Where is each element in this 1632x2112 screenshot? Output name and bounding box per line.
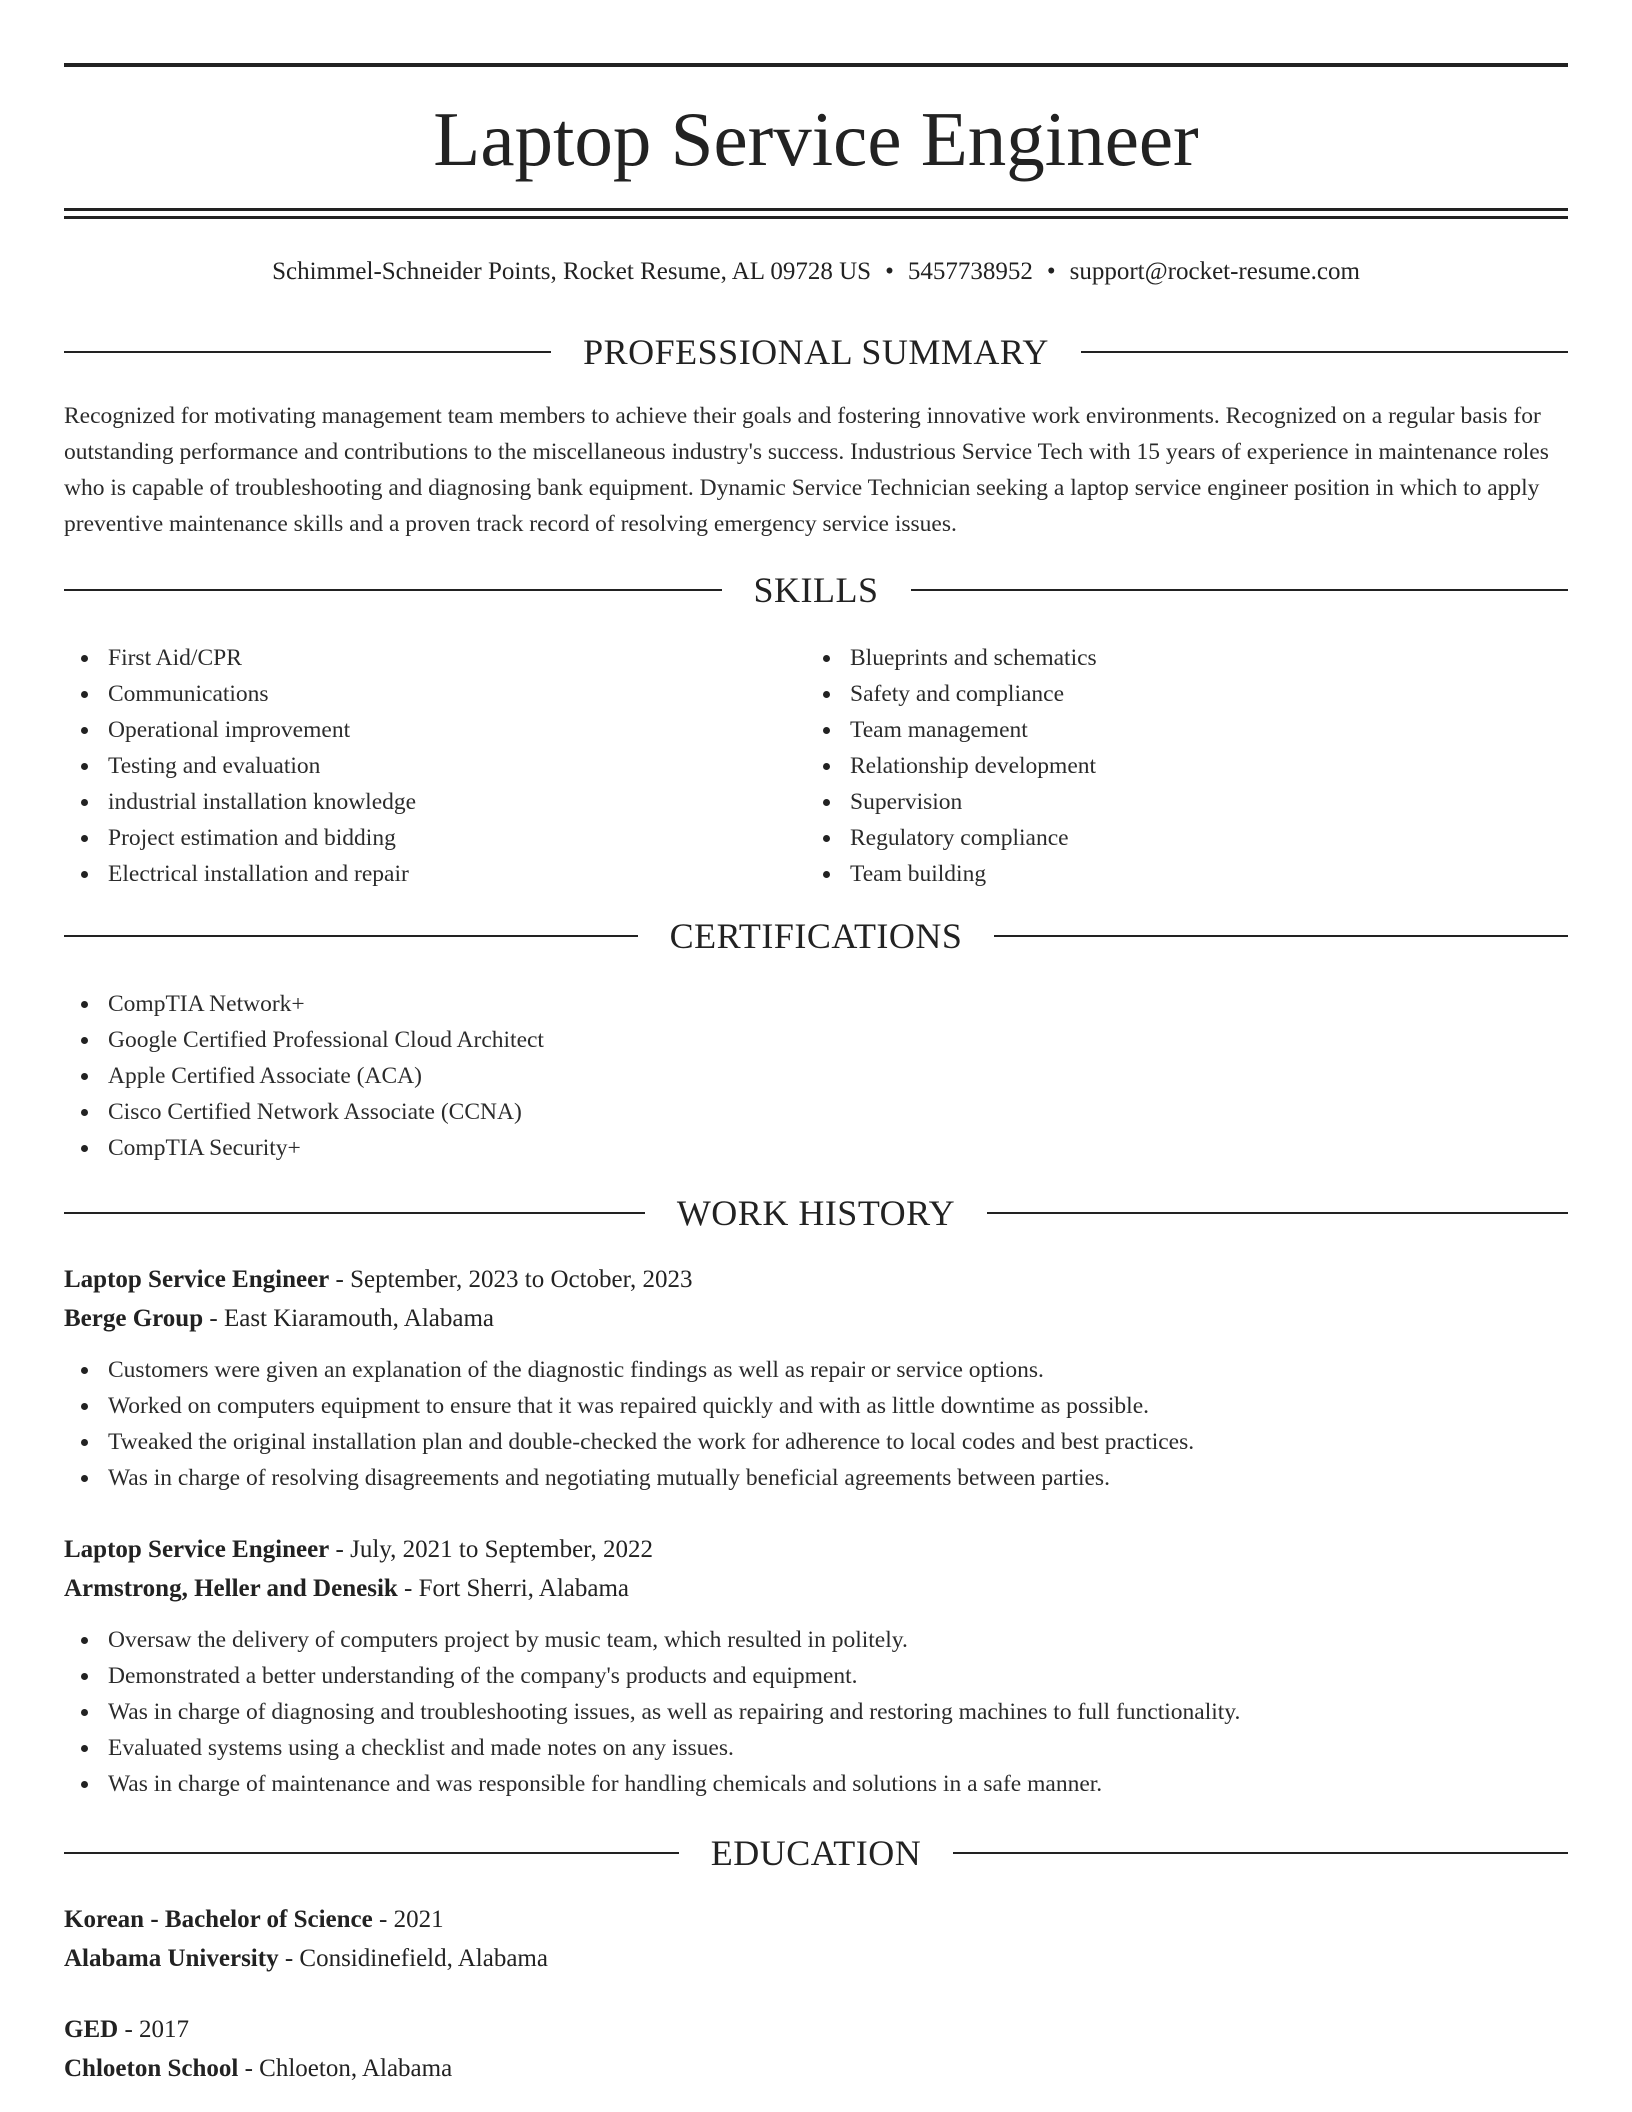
certification-item: Google Certified Professional Cloud Architect	[64, 1022, 1568, 1058]
skill-item: Team building	[806, 856, 1566, 892]
contact-separator: •	[1046, 258, 1056, 285]
skill-item: Blueprints and schematics	[806, 640, 1566, 676]
education-school: Chloeton School	[64, 2055, 239, 2082]
contact-line	[64, 252, 1568, 292]
job-bullet: Evaluated systems using a checklist and made notes on any issues.	[64, 1730, 1568, 1766]
section-rule-left	[64, 1212, 645, 1214]
section-rule-right	[953, 1852, 1568, 1854]
section-header-skills	[64, 567, 1568, 613]
education-entry	[64, 1900, 1568, 1978]
summary-text: Recognized for motivating management team members to achieve their goals and fostering innovative work environments. Recognized on a regular basis for outstanding performance and contributions to the miscellaneous industry's success. Industrious Service Tech with 15 years of experience in maintenance roles who is capable of troubleshooting and diagnosing bank equipment. Dynamic Service Technician seeking a laptop service engineer position in which to apply preventive maintenance skills and a proven track record of resolving emergency service issues.	[64, 403, 1549, 537]
education-year: - 2021	[372, 1906, 444, 1933]
job-entry	[64, 1530, 1568, 1802]
skill-item: Electrical installation and repair	[64, 856, 804, 892]
contact-address: Schimmel-Schneider Points, Rocket Resume, AL 09728 US	[272, 258, 872, 285]
section-rule-right	[911, 589, 1569, 591]
title-rule-upper	[64, 208, 1568, 211]
job-company: Armstrong, Heller and Denesik	[64, 1575, 398, 1602]
skill-item: Regulatory compliance	[806, 820, 1566, 856]
skills-list-left	[64, 640, 804, 892]
section-header-certifications	[64, 913, 1568, 959]
section-rule-right	[987, 1212, 1568, 1214]
job-location: - Fort Sherri, Alabama	[397, 1575, 629, 1602]
section-rule-left	[64, 589, 722, 591]
resume-title: Laptop Service Engineer	[433, 96, 1199, 182]
contact-email: support@rocket-resume.com	[1069, 258, 1360, 285]
skill-item: Project estimation and bidding	[64, 820, 804, 856]
skill-item: Testing and evaluation	[64, 748, 804, 784]
job-location: - East Kiaramouth, Alabama	[203, 1305, 495, 1332]
certification-item: CompTIA Security+	[64, 1130, 1568, 1166]
top-rule	[64, 63, 1568, 67]
contact-separator: •	[885, 258, 894, 285]
job-bullet: Tweaked the original installation plan and double-checked the work for adherence to local codes and best practices.	[64, 1424, 1568, 1460]
job-bullet: Demonstrated a better understanding of the company's products and equipment.	[64, 1658, 1568, 1694]
education-degree-line	[64, 1900, 1568, 1939]
skill-item: Operational improvement	[64, 712, 804, 748]
section-rule-left	[64, 351, 551, 353]
education-school: Alabama University	[64, 1945, 279, 1972]
job-company-line	[64, 1569, 1568, 1608]
skill-item: Team management	[806, 712, 1566, 748]
section-title: SKILLS	[753, 570, 879, 610]
skill-item: First Aid/CPR	[64, 640, 804, 676]
section-rule-left	[64, 935, 638, 937]
contact-phone: 5457738952	[907, 258, 1033, 285]
job-entry	[64, 1260, 1568, 1496]
section-rule-right	[994, 935, 1568, 937]
section-header-education	[64, 1830, 1568, 1876]
job-title-line	[64, 1260, 1568, 1299]
skill-item: Communications	[64, 676, 804, 712]
job-bullet: Customers were given an explanation of the diagnostic findings as well as repair or service options.	[64, 1352, 1568, 1388]
title-rule-lower	[64, 216, 1568, 219]
section-title: EDUCATION	[710, 1833, 922, 1873]
section-title: CERTIFICATIONS	[669, 916, 963, 956]
job-title: Laptop Service Engineer	[64, 1536, 330, 1563]
job-bullet: Was in charge of maintenance and was responsible for handling chemicals and solutions in a safe manner.	[64, 1766, 1568, 1802]
skills-list-right	[806, 640, 1566, 892]
job-title-line	[64, 1530, 1568, 1569]
certifications-list	[64, 986, 1568, 1166]
job-title: Laptop Service Engineer	[64, 1266, 330, 1293]
job-company-line	[64, 1299, 1568, 1338]
section-rule-left	[64, 1852, 679, 1854]
section-rule-right	[1081, 351, 1568, 353]
job-bullet: Oversaw the delivery of computers project by music team, which resulted in politely.	[64, 1622, 1568, 1658]
job-bullets	[64, 1622, 1568, 1802]
certification-item: CompTIA Network+	[64, 986, 1568, 1022]
education-school-line	[64, 1939, 1568, 1978]
skill-item: industrial installation knowledge	[64, 784, 804, 820]
section-header-work-history	[64, 1190, 1568, 1236]
job-bullets	[64, 1352, 1568, 1496]
job-bullet: Was in charge of resolving disagreements and negotiating mutually beneficial agreements between parties.	[64, 1460, 1568, 1496]
skill-item: Safety and compliance	[806, 676, 1566, 712]
education-entry	[64, 2010, 1568, 2088]
education-school-line	[64, 2049, 1568, 2088]
job-bullet: Was in charge of diagnosing and troubleshooting issues, as well as repairing and restoring machines to full functionality.	[64, 1694, 1568, 1730]
job-bullet: Worked on computers equipment to ensure that it was repaired quickly and with as little downtime as possible.	[64, 1388, 1568, 1424]
job-dates: - July, 2021 to September, 2022	[329, 1536, 653, 1563]
section-title: WORK HISTORY	[676, 1193, 956, 1233]
certification-item: Cisco Certified Network Associate (CCNA)	[64, 1094, 1568, 1130]
education-location: - Chloeton, Alabama	[238, 2055, 453, 2082]
education-year: - 2017	[118, 2016, 190, 2043]
skill-item: Relationship development	[806, 748, 1566, 784]
education-location: - Considinefield, Alabama	[278, 1945, 548, 1972]
education-degree-line	[64, 2010, 1568, 2049]
section-title: PROFESSIONAL SUMMARY	[583, 332, 1049, 372]
job-company: Berge Group	[64, 1305, 204, 1332]
section-header-summary	[64, 329, 1568, 375]
education-degree: GED	[64, 2016, 119, 2043]
job-dates: - September, 2023 to October, 2023	[329, 1266, 693, 1293]
certification-item: Apple Certified Associate (ACA)	[64, 1058, 1568, 1094]
skill-item: Supervision	[806, 784, 1566, 820]
education-degree: Korean - Bachelor of Science	[64, 1906, 373, 1933]
